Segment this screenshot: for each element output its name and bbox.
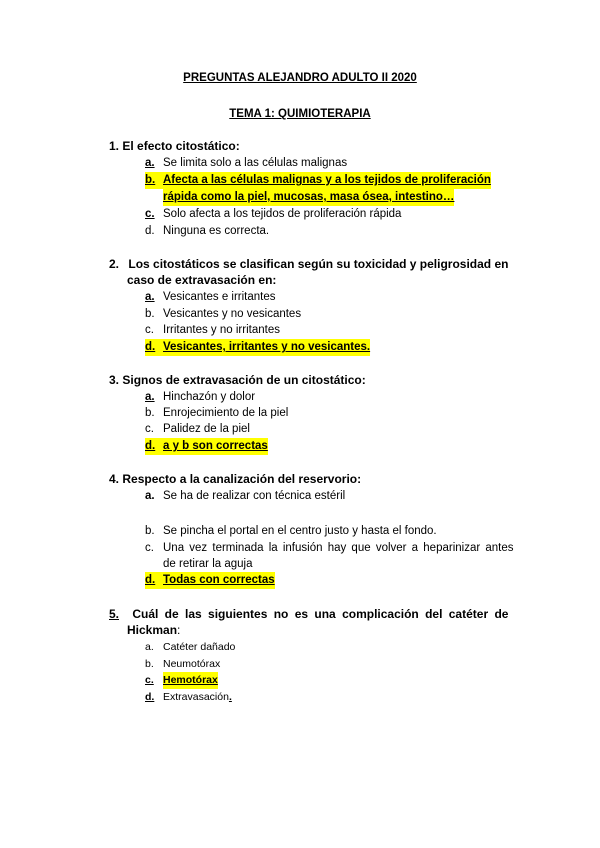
option-text: Todas con correctas <box>163 572 275 589</box>
option-text: Irritantes y no irritantes <box>163 324 280 336</box>
question-5 <box>109 606 508 623</box>
option-suffix: . <box>228 691 232 703</box>
question-2-number: 2. <box>109 257 120 271</box>
question-2-text: Los citostáticos se clasifican según su toxicidad y peligrosidad en <box>128 257 509 271</box>
question-5-colon: : <box>177 623 181 637</box>
option-letter: c. <box>145 674 154 686</box>
question-4-number: 4. <box>109 472 120 486</box>
option-letter: a. <box>145 391 155 403</box>
question-3-number: 3. <box>109 373 120 387</box>
question-2-text-cont: caso de extravasación en: <box>127 273 277 287</box>
option-letter: c. <box>145 324 154 336</box>
option-text: Neumotórax <box>163 658 221 670</box>
section-title: TEMA 1: QUIMIOTERAPIA <box>229 108 371 120</box>
option-text: Solo afecta a los tejidos de proliferación rápida <box>163 208 402 220</box>
question-4-text: Respecto a la canalización del reservorio: <box>122 472 362 486</box>
question-5-text: Cuál de las siguientes no es una complicación del catéter de <box>132 607 509 621</box>
option-text: Catéter dañado <box>163 641 236 653</box>
option-letter: d. <box>145 339 163 356</box>
option-letter: c. <box>145 208 155 220</box>
option-letter: b. <box>145 172 163 189</box>
option-letter: c. <box>145 542 154 554</box>
option-text: Afecta a las células malignas y a los tejidos de proliferación <box>163 172 491 189</box>
option-text: Enrojecimiento de la piel <box>163 407 289 419</box>
option-text: Se ha de realizar con técnica estéril <box>163 490 346 502</box>
option-letter: c. <box>145 423 154 435</box>
option-letter: b. <box>145 658 154 670</box>
option-letter: a. <box>145 490 155 502</box>
question-3 <box>109 372 366 389</box>
option-letter: d. <box>145 572 163 589</box>
option-letter: d. <box>145 438 163 455</box>
option-letter: b. <box>145 525 155 537</box>
document-title: PREGUNTAS ALEJANDRO ADULTO II 2020 <box>183 72 417 84</box>
question-1-number: 1. <box>109 139 120 153</box>
option-text <box>163 689 232 706</box>
question-5-number: 5. <box>109 607 120 621</box>
option-letter: b. <box>145 308 155 320</box>
option-text: Se limita solo a las células malignas <box>163 157 348 169</box>
option-text: Ninguna es correcta. <box>163 225 270 237</box>
option-text: Vesicantes y no vesicantes <box>163 308 302 320</box>
option-letter: a. <box>145 157 155 169</box>
option-text-main: Extravasación <box>163 691 229 703</box>
option-text: Vesicantes, irritantes y no vesicantes. <box>163 339 370 356</box>
option-text: Hemotórax <box>163 672 218 689</box>
question-1-text: El efecto citostático: <box>122 139 240 153</box>
question-3-text: Signos de extravasación de un citostático: <box>122 373 366 387</box>
question-5-cont <box>127 622 180 639</box>
option-letter: d. <box>145 225 155 237</box>
question-4 <box>109 471 361 488</box>
question-5-text-cont: Hickman <box>127 623 178 637</box>
option-text: Palidez de la piel <box>163 423 250 435</box>
option-text: de retirar la aguja <box>163 558 253 570</box>
option-letter: a. <box>145 641 154 653</box>
option-text: Se pincha el portal en el centro justo y hasta el fondo. <box>163 525 437 537</box>
option-text: rápida como la piel, mucosas, masa ósea, intestino… <box>163 189 454 206</box>
option-text: Hinchazón y dolor <box>163 391 256 403</box>
option-text: Vesicantes e irritantes <box>163 291 276 303</box>
question-1 <box>109 138 240 155</box>
option-text: Una vez terminada la infusión hay que volver a heparinizar antes <box>163 542 514 554</box>
question-2 <box>109 256 508 273</box>
question-2-cont <box>127 272 276 289</box>
option-letter: b. <box>145 407 155 419</box>
option-letter: a. <box>145 291 155 303</box>
option-text: a y b son correctas <box>163 438 268 455</box>
option-letter: d. <box>145 691 155 703</box>
